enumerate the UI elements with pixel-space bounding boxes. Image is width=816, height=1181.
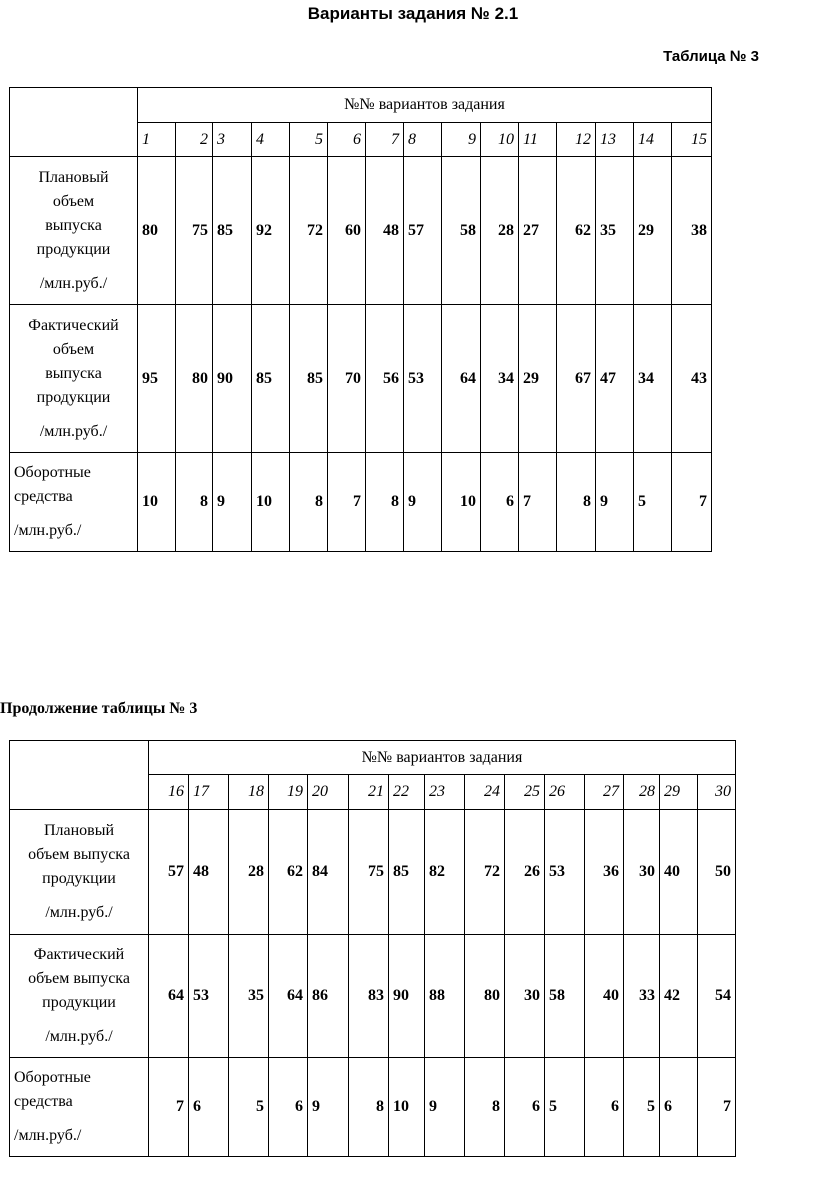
table-cell: 72 [290,157,328,305]
table-cell: 54 [698,935,736,1058]
table-cell: 80 [176,305,213,453]
table-corner-cell [10,88,138,157]
table-cell: 35 [229,935,269,1058]
variant-number: 18 [229,775,269,810]
table-cell: 57 [149,810,189,935]
variant-number: 21 [349,775,389,810]
table-cell: 10 [442,453,481,552]
table-cell: 80 [465,935,505,1058]
variant-number: 8 [404,123,442,157]
table-cell: 10 [252,453,290,552]
table-cell: 10 [138,453,176,552]
table-cell: 85 [252,305,290,453]
row-label-working-capital: Оборотные средства /млн.руб./ [10,453,138,552]
table-cell: 86 [308,935,349,1058]
row-label-actual: Фактический объем выпуска продукции /млн.руб./ [10,935,149,1058]
table-cell: 64 [269,935,308,1058]
variant-number: 28 [624,775,660,810]
table-cell: 82 [425,810,465,935]
table-cell: 6 [505,1058,545,1157]
table-cell: 64 [442,305,481,453]
table-cell: 58 [545,935,585,1058]
table-cell: 67 [557,305,596,453]
table-cell: 70 [328,305,366,453]
table-cell: 80 [138,157,176,305]
variant-number: 4 [252,123,290,157]
table-cell: 36 [585,810,624,935]
table-cell: 85 [213,157,252,305]
table-cell: 64 [149,935,189,1058]
variant-number: 20 [308,775,349,810]
table-cell: 53 [404,305,442,453]
row-label-actual: Фактический объем выпуска продукции /млн.руб./ [10,305,138,453]
table-cell: 48 [189,810,229,935]
table-cell: 53 [545,810,585,935]
variant-number: 22 [389,775,425,810]
variant-number: 5 [290,123,328,157]
table-cell: 33 [624,935,660,1058]
table-cell: 5 [634,453,672,552]
variant-number: 14 [634,123,672,157]
table-cell: 75 [176,157,213,305]
table-cell: 6 [660,1058,698,1157]
table-cell: 26 [505,810,545,935]
row-label-planned: Плановый объем выпуска продукции /млн.руб./ [10,157,138,305]
table-cell: 43 [672,305,712,453]
table-cell: 29 [634,157,672,305]
variant-number: 13 [596,123,634,157]
variant-number: 17 [189,775,229,810]
table-cell: 85 [389,810,425,935]
table-cell: 9 [596,453,634,552]
page-title: Варианты задания № 2.1 [307,4,519,23]
table-cell: 40 [660,810,698,935]
table-cell: 83 [349,935,389,1058]
variant-number: 11 [519,123,557,157]
continuation-label: Продолжение таблицы № 3 [0,700,198,717]
table-cell: 85 [290,305,328,453]
table-cell: 6 [585,1058,624,1157]
variant-number: 16 [149,775,189,810]
table-cell: 60 [328,157,366,305]
variants-table-1 [9,87,712,552]
variants-table-2 [9,740,736,1157]
table-cell: 29 [519,305,557,453]
variant-number: 2 [176,123,213,157]
table-cell: 90 [213,305,252,453]
variants-header: №№ вариантов задания [149,741,736,775]
table-cell: 5 [545,1058,585,1157]
table-cell: 47 [596,305,634,453]
table-cell: 75 [349,810,389,935]
table-cell: 42 [660,935,698,1058]
variant-number: 25 [505,775,545,810]
table-cell: 9 [213,453,252,552]
variant-number: 26 [545,775,585,810]
variant-number: 24 [465,775,505,810]
variant-number: 19 [269,775,308,810]
variant-number: 1 [138,123,176,157]
table-cell: 27 [519,157,557,305]
variant-number: 9 [442,123,481,157]
table-cell: 9 [425,1058,465,1157]
table-cell: 5 [229,1058,269,1157]
variant-number: 12 [557,123,596,157]
variant-number: 23 [425,775,465,810]
variant-number: 3 [213,123,252,157]
table-cell: 53 [189,935,229,1058]
table-cell: 50 [698,810,736,935]
table-cell: 62 [557,157,596,305]
table-cell: 40 [585,935,624,1058]
table-cell: 9 [404,453,442,552]
table-cell: 34 [634,305,672,453]
table-cell: 5 [624,1058,660,1157]
table-cell: 58 [442,157,481,305]
table-cell: 8 [176,453,213,552]
table-cell: 95 [138,305,176,453]
variant-number: 29 [660,775,698,810]
variant-number: 7 [366,123,404,157]
table-cell: 7 [519,453,557,552]
table-cell: 7 [149,1058,189,1157]
table-cell: 28 [481,157,519,305]
table-cell: 9 [308,1058,349,1157]
table-cell: 90 [389,935,425,1058]
row-label-working-capital: Оборотные средства /млн.руб./ [10,1058,149,1157]
table-cell: 7 [328,453,366,552]
table-cell: 10 [389,1058,425,1157]
table-cell: 35 [596,157,634,305]
table-cell: 34 [481,305,519,453]
table-cell: 57 [404,157,442,305]
variant-number: 27 [585,775,624,810]
variant-number: 6 [328,123,366,157]
table-cell: 28 [229,810,269,935]
variant-number: 30 [698,775,736,810]
table-label: Таблица № 3 [663,48,759,65]
table-cell: 72 [465,810,505,935]
variants-header: №№ вариантов задания [138,88,712,123]
table-cell: 38 [672,157,712,305]
table-cell: 8 [366,453,404,552]
table-cell: 84 [308,810,349,935]
variant-number: 10 [481,123,519,157]
variant-number: 15 [672,123,712,157]
table-cell: 6 [189,1058,229,1157]
table-cell: 7 [672,453,712,552]
table-cell: 48 [366,157,404,305]
table-cell: 62 [269,810,308,935]
table-cell: 8 [290,453,328,552]
table-cell: 30 [624,810,660,935]
table-cell: 30 [505,935,545,1058]
table-cell: 8 [349,1058,389,1157]
table-cell: 8 [465,1058,505,1157]
table-cell: 7 [698,1058,736,1157]
table-cell: 88 [425,935,465,1058]
table-cell: 8 [557,453,596,552]
table-cell: 56 [366,305,404,453]
row-label-planned: Плановый объем выпуска продукции /млн.руб./ [10,810,149,935]
table-corner-cell [10,741,149,810]
table-cell: 92 [252,157,290,305]
table-cell: 6 [269,1058,308,1157]
table-cell: 6 [481,453,519,552]
